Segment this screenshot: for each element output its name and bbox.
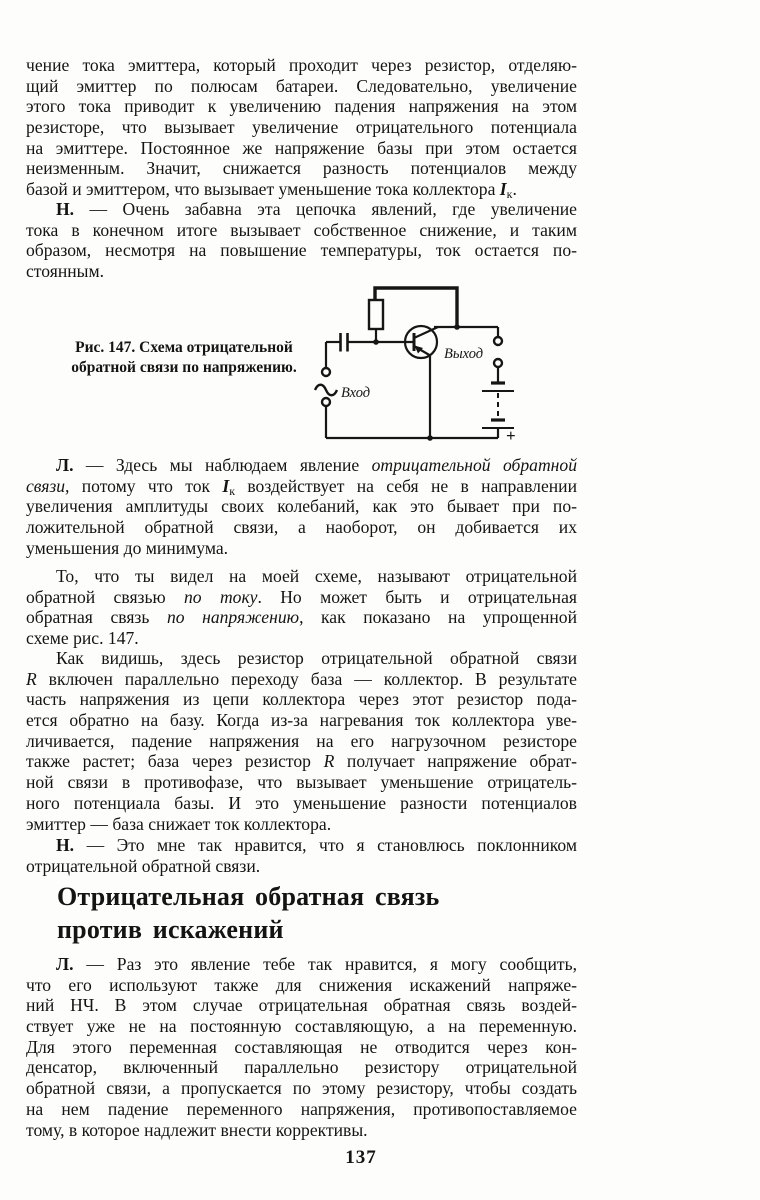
text-line: Н. — Очень забавна эта цепочка явлений, где увеличение — [56, 199, 577, 219]
junction-dot — [427, 435, 433, 441]
text-line: ется обратно на базу. Когда из-за нагревания ток коллектора уве- — [26, 710, 577, 731]
text-line: схеме рис. 147. — [26, 628, 139, 649]
text-line: денсатор, включенный параллельно резистору отрицательной — [26, 1057, 577, 1078]
text-line: также растет; база через резистор R получает напряжение обрат- — [26, 751, 577, 772]
figure-caption-line: обратной связи по напряжению. — [71, 358, 297, 376]
text-line: чение тока эмиттера, который проходит через резистор, отделяю- — [26, 55, 577, 75]
circuit-svg — [310, 280, 525, 452]
paragraph — [26, 835, 577, 876]
text-line: часть напряжения из цепи коллектора через этот резистор пода- — [26, 689, 577, 710]
text-line: уменьшения до минимума. — [26, 537, 229, 558]
text-line: обратная связь по напряжению, как показано на упрощенной — [26, 607, 577, 628]
text-line: То, что ты видел на моей схеме, называют отрицательной — [56, 566, 577, 586]
paragraph — [26, 954, 577, 1140]
text-line: ний НЧ. В этом случае отрицательная обратная связь воздей- — [26, 995, 577, 1016]
text-line: на нем падение переменного напряжения, противопоставляемое — [26, 1098, 577, 1119]
text-line: ложительной обратной связи, а наоборот, он добивается их — [26, 517, 577, 538]
text-line: ного потенциала базы. И это уменьшение разности потенциалов — [26, 792, 577, 813]
text-line: обратной связи, а пропускается по этому резистору, чтобы создать — [26, 1078, 577, 1099]
text-line: тому, в которое надлежит внести коррективы. — [26, 1119, 368, 1140]
text-line: стоянным. — [26, 261, 105, 282]
text-line: Н. — Это мне так нравится, что я становлюсь поклонником — [56, 835, 577, 855]
output-terminal — [494, 359, 502, 367]
text-line: щий эмиттер по полюсам батареи. Следовательно, увеличение — [26, 75, 577, 96]
text-line: отрицательной обратной связи. — [26, 855, 261, 876]
output-terminal — [494, 337, 502, 345]
text-line: Для этого переменная составляющая не отводится через кон- — [26, 1036, 577, 1057]
page-number: 137 — [345, 1147, 377, 1168]
text-line: резисторе, что вызывает увеличение отрицательного потенциала — [26, 117, 577, 138]
section-heading — [57, 880, 617, 946]
text-line: образом, несмотря на повышение температуры, ток остается по- — [26, 240, 577, 261]
figure-caption — [64, 338, 304, 377]
section-heading-line: против искажений — [57, 915, 284, 944]
text-line: базой и эмиттером, что вызывает уменьшение тока коллектора $I_к$. — [26, 179, 517, 200]
junction-dot — [373, 339, 379, 345]
text-line: ной связи в противофазе, что вызывает уменьшение отрицатель- — [26, 772, 577, 793]
output-label: Выход — [444, 346, 484, 362]
text-line: R включен параллельно переходу база — коллектор. В результате — [26, 668, 577, 689]
text-line: этого тока приводит к увеличению падения напряжения на этом — [26, 96, 577, 117]
figure-caption-line: Рис. 147. Схема отрицательной — [75, 339, 293, 356]
junction-dot — [454, 324, 460, 330]
text-line: обратной связью по току. Но может быть и отрицательная — [26, 586, 577, 607]
section-heading-line: Отрицательная обратная связь — [57, 882, 440, 911]
resistor — [369, 300, 383, 329]
text-line: ствует уже не на постоянную составляющую, а на переменную. — [26, 1016, 577, 1037]
text-line: неизменным. Значит, снижается разность потенциалов между — [26, 158, 577, 179]
text-line: связи, потому что ток $I_к$ воздействует на себя не в направлении — [26, 475, 577, 497]
paragraph — [26, 566, 577, 649]
text-line: на эмиттере. Постоянное же напряжение базы при этом остается — [26, 137, 577, 158]
text-line: Как видишь, здесь резистор отрицательной обратной связи — [56, 648, 577, 668]
paragraph — [26, 55, 577, 200]
feedback-wire — [375, 288, 457, 327]
ac-source-icon — [315, 385, 337, 396]
text-line: Л. — Здесь мы наблюдаем явление отрицательной обратной — [56, 455, 577, 475]
text-line: личивается, падение напряжения на его нагрузочном резисторе — [26, 730, 577, 751]
paragraph — [26, 648, 577, 834]
battery-plus-label: + — [506, 426, 516, 445]
text-line: тока в конечном итоге вызывает собственное снижение, и таким — [26, 219, 577, 240]
input-terminal — [322, 398, 330, 406]
text-line: эмиттер — база снижает ток коллектора. — [26, 813, 332, 834]
circuit-diagram — [310, 280, 525, 457]
paragraph — [26, 455, 577, 558]
paragraph — [26, 199, 577, 282]
text-line: что его используют также для снижения искажений напряже- — [26, 974, 577, 995]
input-terminal — [322, 368, 330, 376]
input-label: Вход — [341, 385, 371, 401]
text-line: Л. — Раз это явление тебе так нравится, я могу сообщить, — [56, 954, 577, 974]
text-line: увеличения амплитуды своих колебаний, как это бывает при по- — [26, 496, 577, 517]
